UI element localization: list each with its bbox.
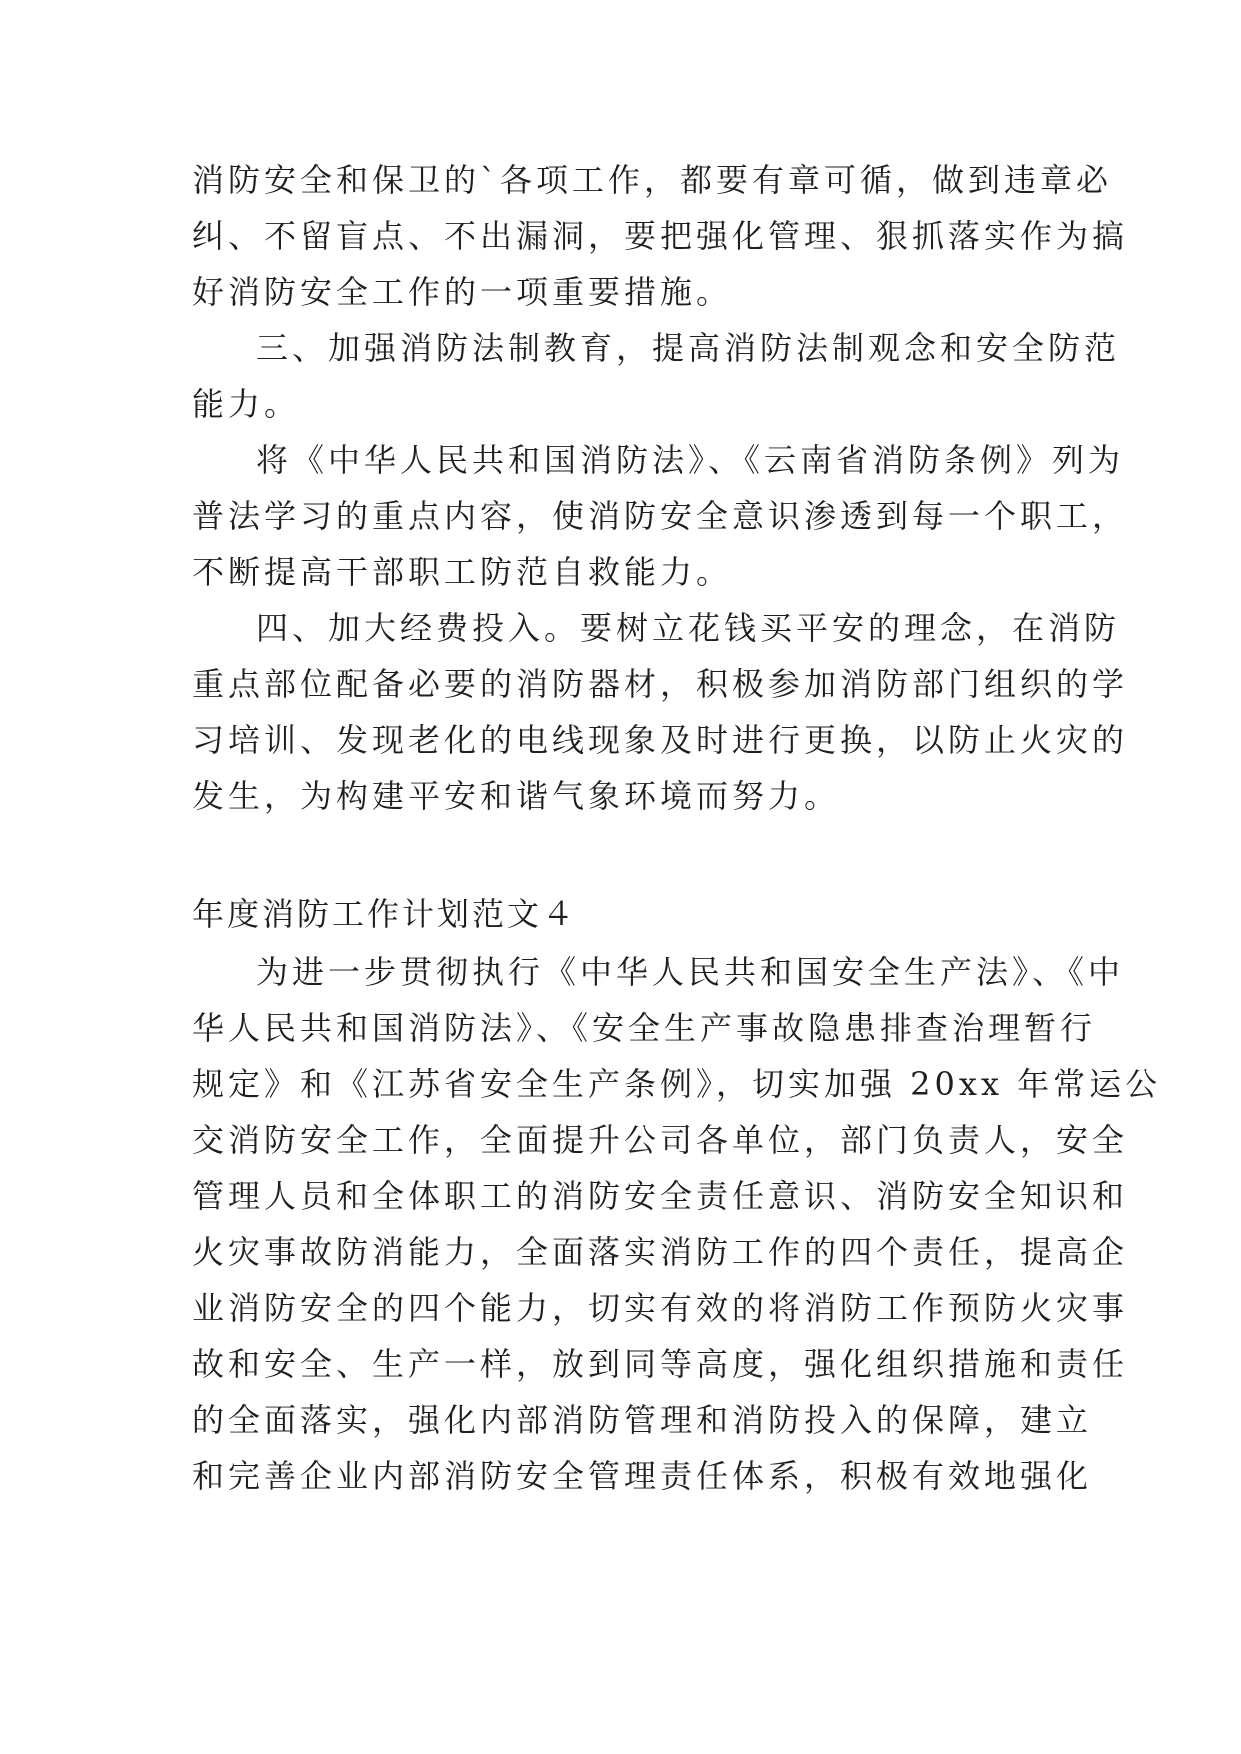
body-line: 的全面落实，强化内部消防管理和消防投入的保障，建立 xyxy=(192,1401,1093,1439)
body-line: 管理人员和全体职工的消防安全责任意识、消防安全知识和 xyxy=(192,1177,1129,1215)
section-four-line: 四、加大经费投入。要树立花钱买平安的理念，在消防 xyxy=(256,609,1121,647)
section-three-line: 三、加强消防法制教育，提高消防法制观念和安全防范 xyxy=(256,329,1121,367)
body-line: 普法学习的重点内容，使消防安全意识渗透到每一个职工， xyxy=(192,497,1129,535)
body-line: 华人民共和国消防法》、《安全生产事故隐患排查治理暂行 xyxy=(192,1009,1097,1047)
body-line: 将《中华人民共和国消防法》、《云南省消防条例》列为 xyxy=(256,441,1125,479)
body-line: 消防安全和保卫的`各项工作，都要有章可循，做到违章必 xyxy=(192,161,1113,199)
body-line: 习培训、发现老化的电线现象及时进行更换，以防止火灾的 xyxy=(192,721,1129,759)
body-line: 规定》和《江苏省安全生产条例》，切实加强 20xx 年常运公 xyxy=(192,1065,1162,1103)
body-line: 故和安全、生产一样，放到同等高度，强化组织措施和责任 xyxy=(192,1345,1129,1383)
body-line: 重点部位配备必要的消防器材，积极参加消防部门组织的学 xyxy=(192,665,1129,703)
body-line: 纠、不留盲点、不出漏洞，要把强化管理、狠抓落实作为搞 xyxy=(192,217,1129,255)
body-line: 业消防安全的四个能力，切实有效的将消防工作预防火灾事 xyxy=(192,1289,1129,1327)
body-line: 为进一步贯彻执行《中华人民共和国安全生产法》、《中 xyxy=(256,953,1125,991)
body-line: 能力。 xyxy=(192,385,301,423)
body-line: 好消防安全工作的一项重要措施。 xyxy=(192,273,733,311)
body-line: 和完善企业内部消防安全管理责任体系，积极有效地强化 xyxy=(192,1457,1093,1495)
body-line: 发生，为构建平安和谐气象环境而努力。 xyxy=(192,777,841,815)
body-line: 不断提高干部职工防范自救能力。 xyxy=(192,553,733,591)
body-line: 交消防安全工作，全面提升公司各单位，部门负责人，安全 xyxy=(192,1121,1129,1159)
section-heading: 年度消防工作计划范文４ xyxy=(192,895,578,933)
body-line: 火灾事故防消能力，全面落实消防工作的四个责任，提高企 xyxy=(192,1233,1129,1271)
